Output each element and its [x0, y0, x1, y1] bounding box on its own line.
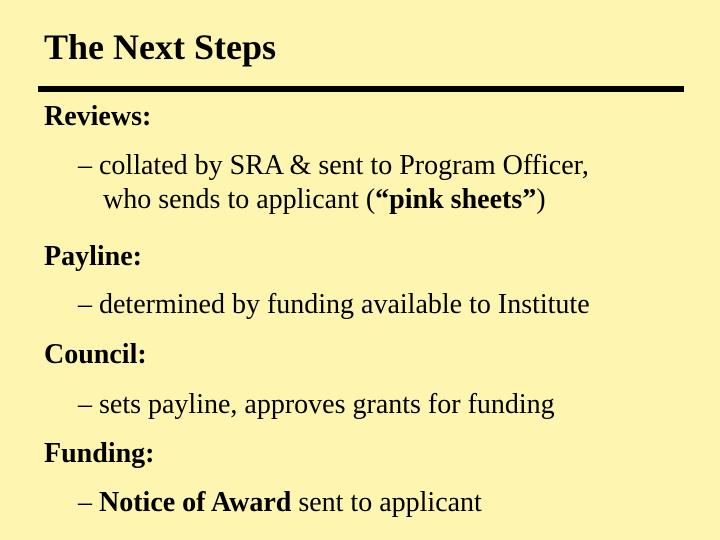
- bullet-reviews-line2: [78, 183, 589, 217]
- bullet-funding: [78, 486, 482, 520]
- bullet-reviews: [78, 149, 589, 217]
- bullet-reviews-line2-pre: who sends to applicant (: [103, 184, 376, 215]
- bullet-council-text: sets payline, approves grants for funding: [99, 389, 555, 420]
- bullet-funding-notice-of-award: Notice of Award: [99, 487, 292, 518]
- slide-title: The Next Steps: [44, 27, 276, 67]
- bullet-funding-text: sent to applicant: [291, 487, 482, 518]
- heading-reviews: Reviews:: [44, 101, 152, 132]
- heading-payline: Payline:: [44, 241, 142, 272]
- heading-council: Council:: [44, 339, 147, 370]
- bullet-dash: –: [78, 389, 92, 420]
- bullet-payline-text: determined by funding available to Institute: [99, 289, 590, 320]
- bullet-reviews-pink-sheets: “pink sheets”: [375, 184, 537, 215]
- bullet-reviews-line2-post: ): [536, 184, 546, 215]
- bullet-council: [78, 388, 555, 422]
- bullet-dash: –: [78, 487, 92, 518]
- bullet-dash: –: [78, 289, 92, 320]
- bullet-payline: [78, 288, 590, 322]
- bullet-reviews-line1: collated by SRA & sent to Program Officer,: [99, 150, 589, 181]
- title-underline-rule: [38, 86, 684, 92]
- heading-funding: Funding:: [44, 438, 155, 469]
- bullet-dash: –: [78, 150, 92, 181]
